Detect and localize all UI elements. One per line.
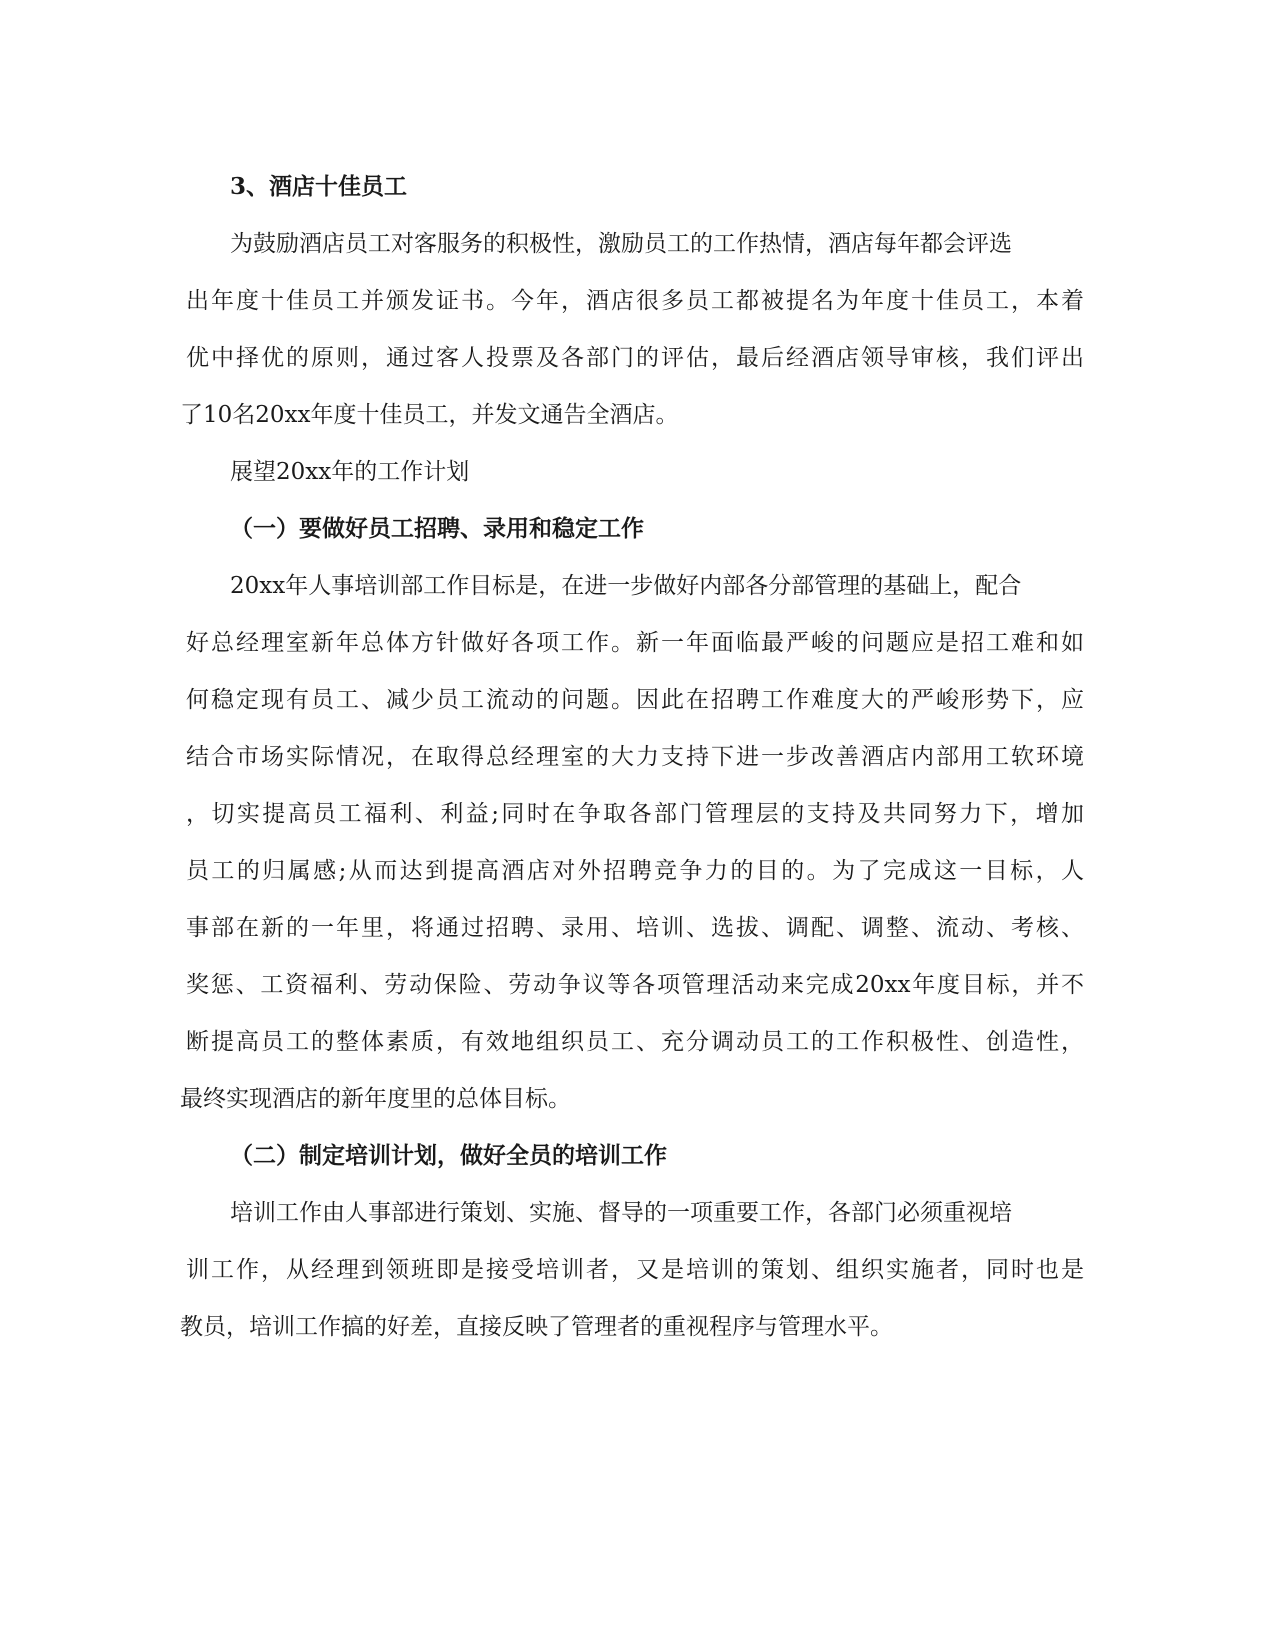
paragraph-line: 了10名20xx年度十佳员工，并发文通告全酒店。 xyxy=(180,402,679,428)
paragraph-line: 何稳定现有员工、减少员工流动的问题。因此在招聘工作难度大的严峻形势下，应 xyxy=(186,687,1084,713)
paragraph-line: 结合市场实际情况，在取得总经理室的大力支持下进一步改善酒店内部用工软环境 xyxy=(186,744,1084,770)
paragraph-line: 出年度十佳员工并颁发证书。今年，酒店很多员工都被提名为年度十佳员工，本着 xyxy=(186,288,1084,314)
section-heading-ten-best-employees: 3、酒店十佳员工 xyxy=(230,173,408,200)
paragraph-line: 为鼓励酒店员工对客服务的积极性，激励员工的工作热情，酒店每年都会评选 xyxy=(230,231,1012,257)
section-heading-training: （二）制定培训计划，做好全员的培训工作 xyxy=(230,1142,667,1169)
paragraph-line: 优中择优的原则，通过客人投票及各部门的评估，最后经酒店领导审核，我们评出 xyxy=(186,345,1084,371)
paragraph-line: 最终实现酒店的新年度里的总体目标。 xyxy=(180,1086,571,1112)
paragraph-line: 奖惩、工资福利、劳动保险、劳动争议等各项管理活动来完成20xx年度目标，并不 xyxy=(186,972,1084,998)
paragraph-line: ，切实提高员工福利、利益;同时在争取各部门管理层的支持及共同努力下，增加 xyxy=(186,801,1084,827)
paragraph-line: 事部在新的一年里，将通过招聘、录用、培训、选拔、调配、调整、流动、考核、 xyxy=(186,915,1084,941)
paragraph-line: 断提高员工的整体素质，有效地组织员工、充分调动员工的工作积极性、创造性， xyxy=(186,1029,1084,1055)
paragraph-line: 培训工作由人事部进行策划、实施、督导的一项重要工作，各部门必须重视培 xyxy=(230,1200,1012,1226)
paragraph-line: 员工的归属感;从而达到提高酒店对外招聘竞争力的目的。为了完成这一目标，人 xyxy=(186,858,1084,884)
section-heading-recruitment: （一）要做好员工招聘、录用和稳定工作 xyxy=(230,515,644,542)
plan-title: 展望20xx年的工作计划 xyxy=(230,459,470,485)
paragraph-line: 20xx年人事培训部工作目标是，在进一步做好内部各分部管理的基础上，配合 xyxy=(230,573,1022,599)
paragraph-line: 好总经理室新年总体方针做好各项工作。新一年面临最严峻的问题应是招工难和如 xyxy=(186,630,1084,656)
paragraph-line: 训工作，从经理到领班即是接受培训者，又是培训的策划、组织实施者，同时也是 xyxy=(186,1257,1084,1283)
paragraph-line: 教员，培训工作搞的好差，直接反映了管理者的重视程序与管理水平。 xyxy=(180,1314,893,1340)
